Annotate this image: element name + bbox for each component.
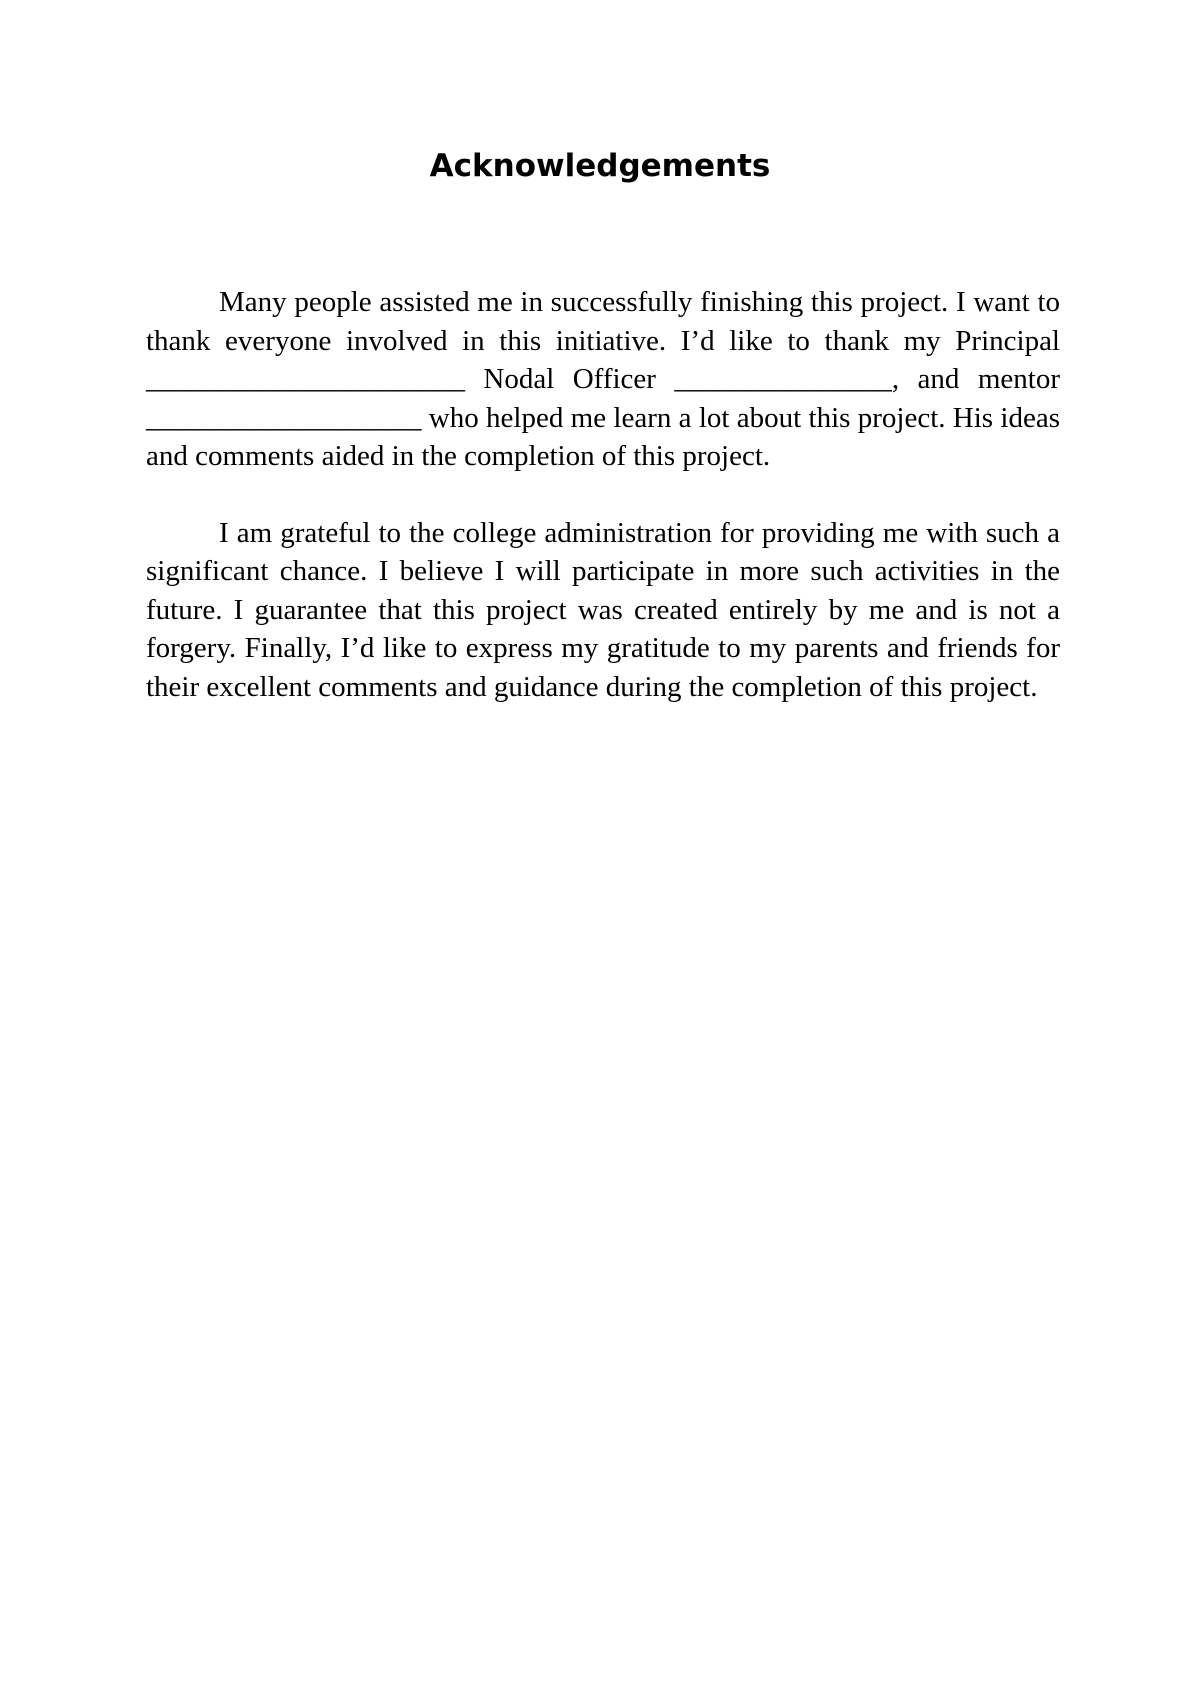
paragraph-2: I am grateful to the college administration for providing me with such a significant chance. I believe I will participate in more such activities in the future. I guarantee that this project was created entirely by me and is not a forgery. Finally, I’d like to express my gratitude to my parents and friends for their excellent comments and guidance during the completion of this project. <box>146 516 1060 703</box>
document-body <box>146 283 1060 706</box>
paragraph-1: Many people assisted me in successfully finishing this project. I want to thank everyone involved in this initiative. I’d like to thank my Principal ______________________ Nodal Officer _______________, and mentor ___________________ who helped me learn a lot about this project. His ideas and comments aided in the completion of this project. <box>146 286 1060 472</box>
page-title: Acknowledgements <box>429 148 771 184</box>
